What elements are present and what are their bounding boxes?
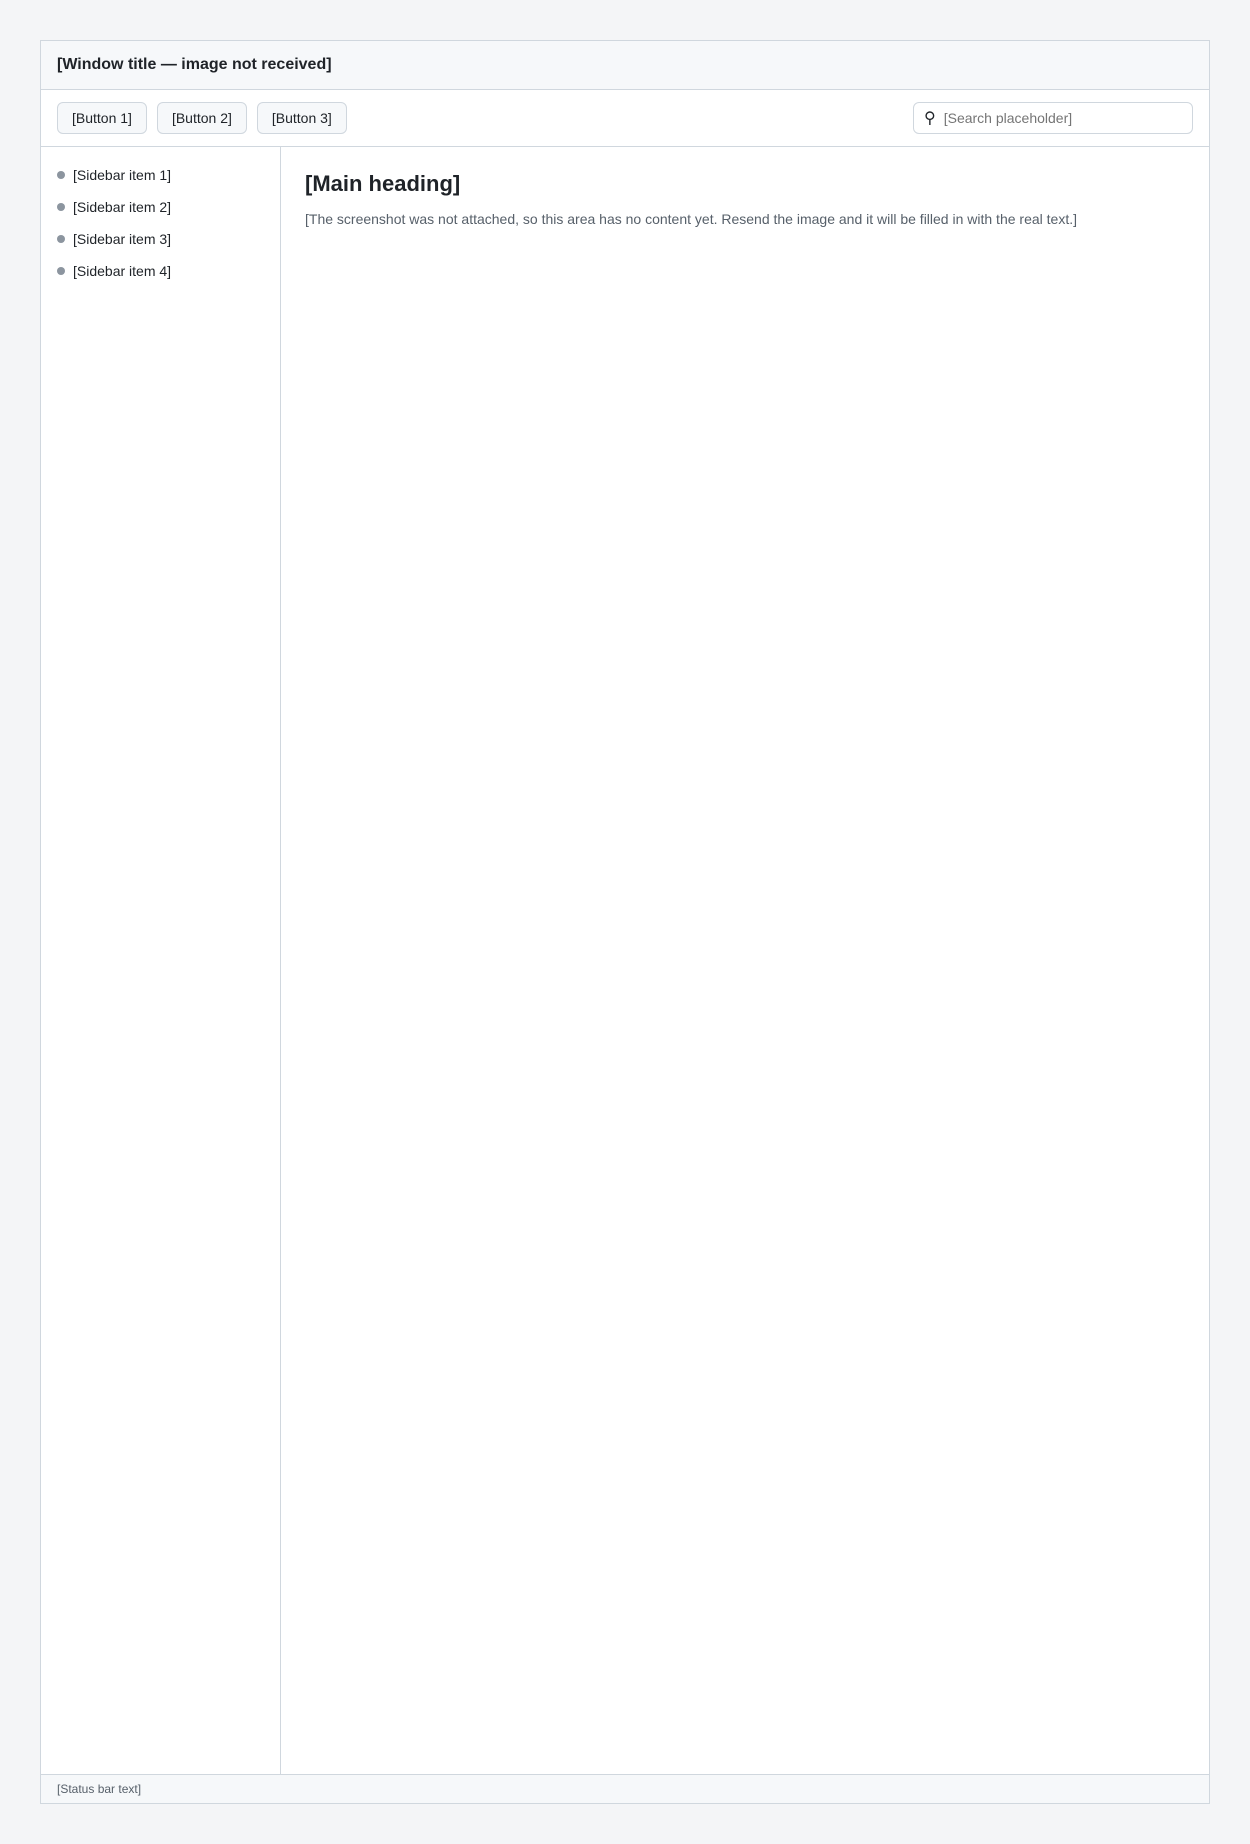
sidebar-item[interactable] xyxy=(41,191,280,223)
app-window xyxy=(40,40,1210,1804)
search-box[interactable] xyxy=(913,102,1193,134)
bullet-icon xyxy=(57,203,65,211)
sidebar-item-label: [Sidebar item 2] xyxy=(73,199,172,215)
sidebar-item[interactable] xyxy=(41,255,280,287)
main-body-text: [The screenshot was not attached, so this area has no content yet. Resend the image and it will be filled in with the real text.] xyxy=(305,211,1077,227)
sidebar-item-label: [Sidebar item 1] xyxy=(73,167,172,183)
search-icon: ⚲ xyxy=(924,110,936,127)
search-input[interactable] xyxy=(942,109,1182,127)
toolbar-button-1[interactable]: [Button 1] xyxy=(57,102,147,134)
sidebar-item[interactable] xyxy=(41,159,280,191)
bullet-icon xyxy=(57,235,65,243)
status-bar xyxy=(41,1774,1209,1803)
title-bar xyxy=(41,41,1209,90)
toolbar-button-3[interactable]: [Button 3] xyxy=(257,102,347,134)
window-title: [Window title — image not received] xyxy=(57,56,332,73)
main-panel xyxy=(281,147,1209,1774)
toolbar-button-2[interactable]: [Button 2] xyxy=(157,102,247,134)
sidebar-item-label: [Sidebar item 4] xyxy=(73,263,172,279)
toolbar xyxy=(41,90,1209,147)
bullet-icon xyxy=(57,267,65,275)
sidebar-item[interactable] xyxy=(41,223,280,255)
bullet-icon xyxy=(57,171,65,179)
sidebar-item-label: [Sidebar item 3] xyxy=(73,231,172,247)
status-text: [Status bar text] xyxy=(57,1782,142,1796)
sidebar xyxy=(41,147,281,1774)
main-heading: [Main heading] xyxy=(305,171,461,196)
